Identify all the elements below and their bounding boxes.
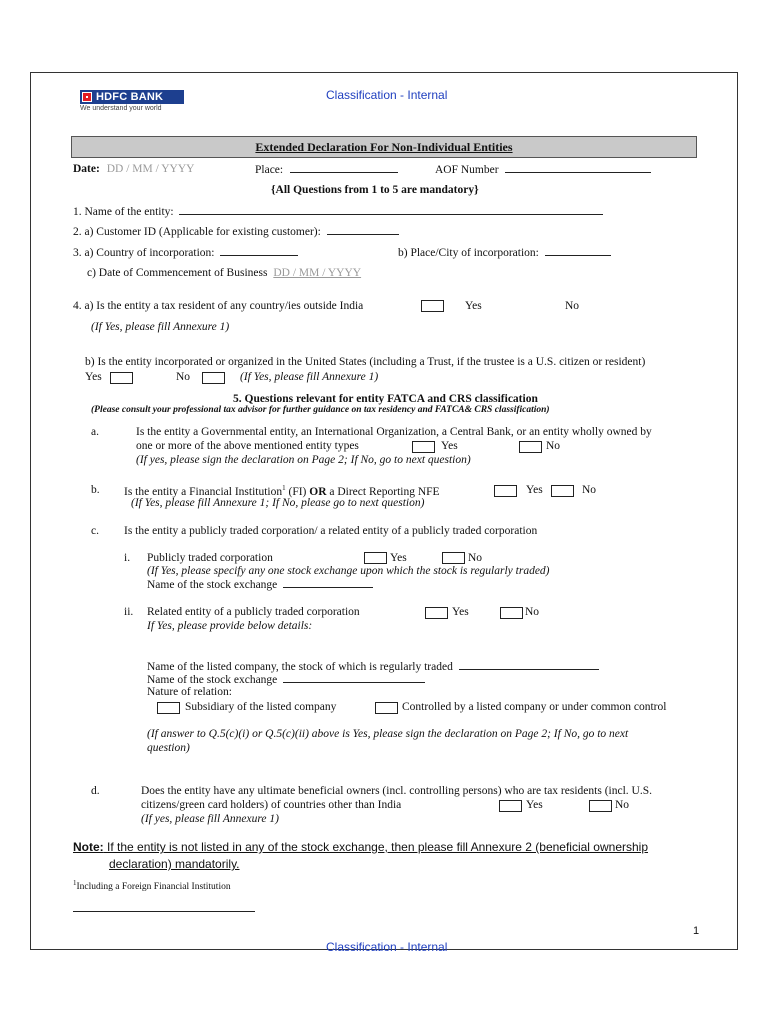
- q5d-yes-label: Yes: [526, 799, 543, 811]
- customer-id-field[interactable]: [327, 225, 399, 235]
- controlled-label: Controlled by a listed company or under common control: [402, 701, 667, 713]
- q5cii-yes-label: Yes: [452, 606, 469, 618]
- q4a-note: (If Yes, please fill Annexure 1): [91, 321, 230, 333]
- signature-line[interactable]: [73, 911, 255, 912]
- q5cii-yes-checkbox[interactable]: [425, 607, 448, 619]
- q5b-text-pre: Is the entity a Financial Institution: [124, 485, 283, 498]
- q4b-yes-label: Yes: [85, 371, 102, 383]
- q5b-text-post: a Direct Reporting NFE: [326, 485, 440, 498]
- mandatory-note: {All Questions from 1 to 5 are mandatory}: [271, 184, 479, 196]
- subsidiary-checkbox[interactable]: [157, 702, 180, 714]
- date-label: Date:: [73, 163, 100, 175]
- q5cii-no-label: No: [525, 606, 540, 618]
- q5-title: 5. Questions relevant for entity FATCA and CRS classification: [233, 393, 538, 405]
- q5b-no-label: No: [582, 484, 597, 496]
- q3c-label: c) Date of Commencement of Business: [87, 267, 268, 279]
- q5ci-no-checkbox[interactable]: [442, 552, 465, 564]
- q5b-note: (If Yes, please fill Annexure 1; If No, please go to next question): [131, 497, 425, 509]
- q5c-text: Is the entity a publicly traded corporation/ a related entity of a publicly traded corporation: [124, 525, 538, 537]
- q5-subtitle: (Please consult your professional tax advisor for further guidance on tax residency and FATCA& CRS classification): [91, 405, 550, 415]
- q5a-yes-label: Yes: [441, 440, 458, 452]
- q5c-note-line2: question): [147, 742, 190, 754]
- q4b-yes-checkbox[interactable]: [110, 372, 133, 384]
- q1-label: 1. Name of the entity:: [73, 206, 174, 218]
- city-field[interactable]: [545, 246, 611, 256]
- form-title: Extended Declaration For Non-Individual Entities: [71, 136, 697, 158]
- q4b-no-label: No: [176, 371, 191, 383]
- q5d-yes-checkbox[interactable]: [499, 800, 522, 812]
- note-row: [73, 840, 648, 854]
- q5a-no-label: No: [546, 440, 561, 452]
- q5c-label: c.: [91, 525, 99, 537]
- q5b-yes-label: Yes: [526, 484, 543, 496]
- q5d-text-line1: Does the entity have any ultimate beneficial owners (incl. controlling persons) who are tax residents (incl. U.S.: [141, 785, 652, 797]
- q5cii-exchange-field[interactable]: [283, 673, 425, 683]
- q5a-text-line2: one or more of the above mentioned entity types: [136, 440, 359, 452]
- q5b-text-mid: (FI): [285, 485, 310, 498]
- relation-label: Nature of relation:: [147, 686, 232, 698]
- q5a-note: (If yes, please sign the declaration on Page 2; If No, go to next question): [136, 454, 471, 466]
- q5c-note-line1: (If answer to Q.5(c)(i) or Q.5(c)(ii) above is Yes, please sign the declaration on Page 2; If No, go to next: [147, 728, 629, 740]
- q4a-label: 4. a) Is the entity a tax resident of any country/ies outside India: [73, 300, 364, 312]
- q5d-no-label: No: [615, 799, 630, 811]
- bank-tagline: We understand your world: [80, 105, 162, 112]
- q4b-note: (If Yes, please fill Annexure 1): [240, 371, 379, 383]
- q5b-text: [124, 484, 440, 498]
- q5b-footnote-ref: 1: [282, 484, 286, 492]
- country-field[interactable]: [220, 246, 298, 256]
- date-field[interactable]: DD / MM / YYYY: [106, 163, 195, 175]
- listed-company-label: Name of the listed company, the stock of which is regularly traded: [147, 661, 453, 673]
- page-border: [30, 72, 738, 950]
- footnote-mark: 1: [73, 879, 77, 887]
- q5a-label: a.: [91, 426, 99, 438]
- header-classification: Classification - Internal: [326, 88, 448, 102]
- q5cii-no-checkbox[interactable]: [500, 607, 523, 619]
- aof-row: [435, 163, 651, 176]
- q5ci-yes-checkbox[interactable]: [364, 552, 387, 564]
- hdfc-logo-icon: [82, 92, 92, 102]
- q5cii-exchange-label: Name of the stock exchange: [147, 674, 278, 686]
- footnote: [73, 879, 231, 892]
- place-row: [255, 163, 398, 176]
- q5ci-exchange-row: [147, 578, 373, 591]
- q5a-text-line1: Is the entity a Governmental entity, an International Organization, a Central Bank, or an entity wholly owned by: [136, 426, 652, 438]
- q5d-label: d.: [91, 785, 100, 797]
- q5ci-exchange-field[interactable]: [283, 578, 373, 588]
- q5ci-yes-label: Yes: [390, 552, 407, 564]
- q5b-or: OR: [309, 485, 327, 498]
- hdfc-logo: [80, 90, 184, 104]
- aof-field[interactable]: [505, 163, 651, 173]
- q4b-label: b) Is the entity incorporated or organized in the United States (including a Trust, if the trustee is a U.S. citizen or resident): [85, 356, 646, 368]
- date-row: [73, 163, 194, 175]
- listed-company-field[interactable]: [459, 660, 599, 670]
- q5cii-label: ii.: [124, 606, 134, 618]
- q5ci-no-label: No: [468, 552, 483, 564]
- q5d-text-line2: citizens/green card holders) of countries other than India: [141, 799, 402, 811]
- q2-label: 2. a) Customer ID (Applicable for existing customer):: [73, 226, 321, 238]
- q5ci-note: (If Yes, please specify any one stock exchange upon which the stock is regularly traded): [147, 565, 550, 577]
- q3b-row: [398, 246, 611, 259]
- q5ci-exchange-label: Name of the stock exchange: [147, 579, 278, 591]
- footer-classification: Classification - Internal: [326, 940, 448, 954]
- q3a-row: [73, 246, 298, 259]
- commencement-date-field[interactable]: DD / MM / YYYY: [273, 267, 362, 279]
- note-label: Note:: [73, 840, 104, 854]
- page-number: 1: [693, 925, 700, 937]
- q5d-note: (If yes, please fill Annexure 1): [141, 813, 279, 825]
- q5b-label: b.: [91, 484, 100, 496]
- q4a-yes-label: Yes: [465, 300, 482, 312]
- subsidiary-label: Subsidiary of the listed company: [185, 701, 337, 713]
- q5ci-label: i.: [124, 552, 131, 564]
- entity-name-field[interactable]: [179, 205, 603, 215]
- q3c-row: [87, 267, 361, 279]
- listed-company-row: [147, 660, 599, 673]
- bank-name: HDFC BANK: [96, 91, 164, 103]
- q3a-label: 3. a) Country of incorporation:: [73, 247, 215, 259]
- q4a-yes-checkbox[interactable]: [421, 300, 444, 312]
- controlled-checkbox[interactable]: [375, 702, 398, 714]
- q5a-no-checkbox[interactable]: [519, 441, 542, 453]
- q5b-no-checkbox[interactable]: [551, 485, 574, 497]
- q2-row: [73, 225, 399, 238]
- q5d-no-checkbox[interactable]: [589, 800, 612, 812]
- place-label: Place:: [255, 164, 284, 176]
- note-text-line1: If the entity is not listed in any of the stock exchange, then please fill Annexure 2 (beneficial ownership: [107, 840, 649, 854]
- q4b-no-checkbox[interactable]: [202, 372, 225, 384]
- q5ci-text: Publicly traded corporation: [147, 552, 273, 564]
- q1-row: [73, 205, 603, 218]
- place-field[interactable]: [290, 163, 398, 173]
- footnote-text: Including a Foreign Financial Institution: [76, 882, 231, 893]
- q4a-no-label: No: [565, 300, 580, 312]
- q3b-label: b) Place/City of incorporation:: [398, 247, 539, 259]
- q5cii-text: Related entity of a publicly traded corporation: [147, 606, 360, 618]
- q5a-yes-checkbox[interactable]: [412, 441, 435, 453]
- note-text-line2: declaration) mandatorily.: [109, 857, 240, 871]
- q5b-yes-checkbox[interactable]: [494, 485, 517, 497]
- q5cii-note: If Yes, please provide below details:: [147, 620, 313, 632]
- aof-label: AOF Number: [435, 164, 499, 176]
- q5cii-exchange-row: [147, 673, 425, 686]
